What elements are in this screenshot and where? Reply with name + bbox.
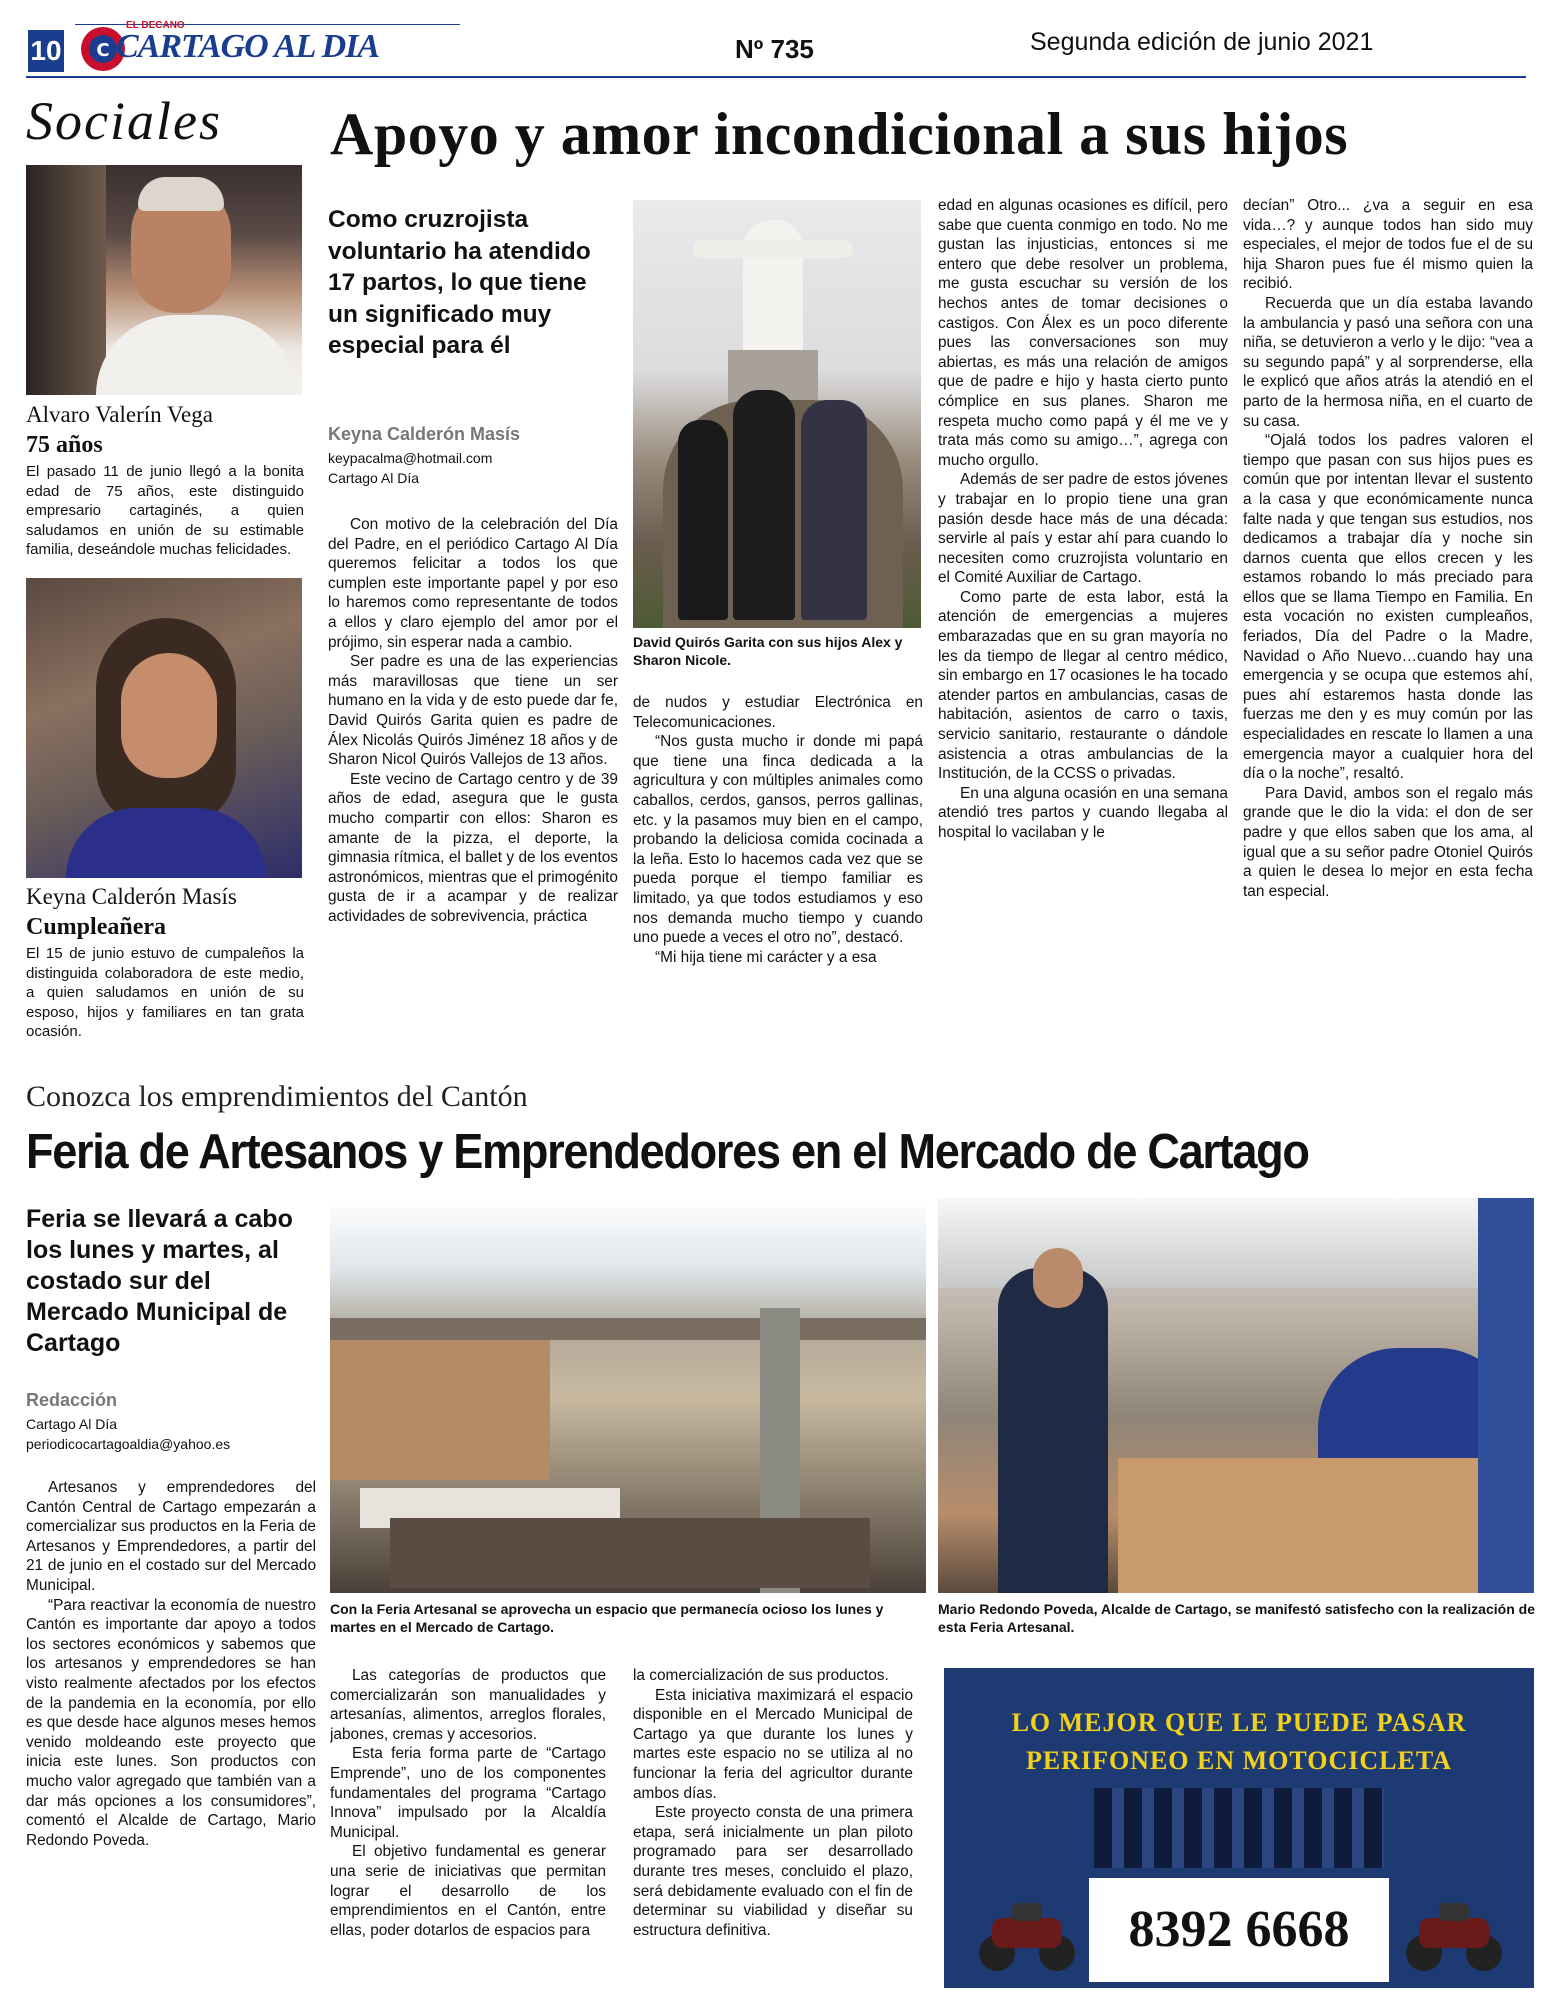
- article1-col3-para: En una alguna ocasión en una semana atendió tres partos y cuando llegaba al hospital lo vacilaban y le: [938, 784, 1228, 841]
- article2-col3-para: Esta iniciativa maximizará el espacio disponible en el Mercado Municipal de Cartago ya que durante los lunes y martes este espacio no se utiliza al no funcionar la feria del agricultor durante ambos días.: [633, 1686, 913, 1802]
- article1-author: Keyna Calderón Masís: [328, 424, 521, 444]
- photo-keyna: [26, 578, 302, 878]
- ad-line-1: LO MEJOR QUE LE PUEDE PASAR: [1011, 1708, 1467, 1737]
- motorcycle-icon: [1399, 1868, 1509, 1978]
- article2-email: periodicocartagoaldia@yahoo.es: [26, 1436, 231, 1452]
- article2-author: Redacción: [26, 1390, 118, 1410]
- page-header: [0, 0, 1550, 80]
- article2-col2: [330, 1666, 606, 1986]
- photo-mayor-visit: [938, 1198, 1534, 1593]
- social-headline-2: Cumpleañera: [26, 914, 166, 940]
- logo-small-text: EL DECANO: [126, 20, 185, 31]
- article1-outlet: Cartago Al Día: [328, 470, 420, 486]
- article2-col2-para: Esta feria forma parte de “Cartago Emprende”, uno de los componentes fundamentales del programa “Cartago Innova” impulsado por la Alcaldía Municipal.: [330, 1745, 606, 1841]
- social-text-2: El 15 de junio estuvo de cumpaleños la distinguida colaboradora de este medio, a quien saludamos en unión de su esposo, hijos y familiares en tan grata ocasión.: [26, 945, 304, 1040]
- article1-col2-para: “Nos gusta mucho ir donde mi papá que tiene una finca dedicada a la agricultura y con múltiples animales como caballos, cerdos, gansos, perros gallinas, etc. y la pasamos muy bien en el campo, probando la deliciosa comida cocinada a la leña. Esto lo hacemos cada vez que se pueda porque el tiempo familiar es limitado, ya que todos estudiamos y eso nos demanda mucho tiempo y cuando uno puede a veces el otro no”, destacó.: [633, 733, 923, 947]
- article1-col1-para: Ser padre es una de las experiencias más maravillosas que tiene un ser humano en la vida y de esto puede dar fe, David Quirós Garita quien es padre de Álex Nicolás Quirós Jiménez 18 años y de Sharon Nicol Quirós Vallejos de 13 años.: [328, 653, 618, 769]
- article1-email: keypacalma@hotmail.com: [328, 450, 493, 466]
- ad-motorcycle-right: [1399, 1868, 1509, 1978]
- article2-col2-para: Las categorías de productos que comercializarán son manualidades y artesanías, alimentos, arreglos florales, jabones, cremas y accesorios.: [330, 1667, 606, 1743]
- article1-col3-para: Como parte de esta labor, está la atención de emergencias a mujeres embarazadas que en su gran mayoría no les da tiempo de llegar al centro médico, sin embargo en 17 ocasiones le ha tocado atender partos en ambulancias, casas de habitación, asientos de carro o taxis, servicio sanitario, restaurante o dándole asistencia a otras ambulancias de la Institución, de la CCSS o privadas.: [938, 588, 1228, 783]
- article1-col2: [633, 693, 923, 1067]
- masthead-logo[interactable]: [78, 20, 380, 76]
- sociales-title: Sociales: [26, 91, 222, 151]
- ad-bars: [1094, 1788, 1384, 1868]
- article1-col4-para: decían” Otro... ¿va a seguir en esa vida…? y aunque todos han sido muy especiales, el mejor de todos fue el de su hija Sharon pues fue él mismo quien la recibió.: [1243, 197, 1533, 293]
- article2-col2-para: El objetivo fundamental es generar una serie de iniciativas que permitan lograr el desarrollo de los emprendimientos en el Cantón, entre ellas, poder dotarlos de espacios para: [330, 1843, 606, 1939]
- photo-market-hall: [330, 1198, 926, 1593]
- article1-col1-para: Este vecino de Cartago centro y de 39 años de edad, asegura que le gusta mucho compartir con ellos: Sharon es amante de la pizza, el deporte, la gimnasia rítmica, el ballet y de los eventos astronómicos, mientras que el primogénito gusta de ir a acampar y de realizar actividades de sobrevivencia, práctica: [328, 770, 618, 925]
- article1-col4-para: Recuerda que un día estaba lavando la ambulancia y pasó una señora con una niña, se detuvieron a verlo y le dijo: “vea a su segundo papá” y al sorprenderse, ella le explicó que años atrás la atendió en el parto de la hermosa niña, en el cuarto de su casa.: [1243, 294, 1533, 430]
- logo-name: CARTAGO AL DIA: [116, 28, 380, 65]
- article1-col3: [938, 196, 1228, 1068]
- ad-line-2: PERIFONEO EN MOTOCICLETA: [1025, 1746, 1453, 1775]
- social-text-1: El pasado 11 de junio llegó a la bonita edad de 75 años, este distinguido empresario cartaginés, a quien saludamos en unión de su estimable familia, deseándole muchas felicidades.: [26, 463, 304, 558]
- article2-outlet: Cartago Al Día: [26, 1416, 118, 1432]
- svg-text:C: C: [96, 40, 110, 61]
- ad-phone[interactable]: 8392 6668: [1128, 1901, 1350, 1958]
- header-bottom-rule: [26, 76, 1526, 78]
- article2-subtitle: Feria se llevará a cabo los lunes y martes, al costado sur del Mercado Municipal de Cartago: [26, 1205, 293, 1357]
- article1-col2-para: “Mi hija tiene mi carácter y a esa: [655, 948, 877, 966]
- photo-alvaro: [26, 165, 302, 395]
- article1-col4-para: “Ojalá todos los padres valoren el tiempo que pasan con sus hijos pues es común que por intentan llevar el sustento a la casa y que económicamente nunca falte nada y que tengan sus estudios, nos dedicamos a trabajar día y noche sin darnos cuenta que ellos crecen y les estamos robando lo más preciado para ellos que se llama Tiempo en Familia. En esta vocación no existen cumpleaños, feriados, Día del Padre o la Madre, Navidad o Año Nuevo…cuando hay una emergencia y se ocupa que estemos ahí, pues ahí estaremos hasta donde las fuerzas me den y es muy común por las especialidades en rescate lo llamen a una emergencia mayor a cualquier hora del día o la noche”, resaltó.: [1243, 432, 1533, 783]
- article1-subtitle: Como cruzrojista voluntario ha atendido 17 partos, lo que tiene un significado muy especial para él: [328, 206, 591, 359]
- article2-title: Feria de Artesanos y Emprendedores en el Mercado de Cartago: [26, 1125, 1309, 1179]
- social-name-2: Keyna Calderón Masís: [26, 884, 237, 909]
- article2-kicker: Conozca los emprendimientos del Cantón: [26, 1080, 528, 1113]
- article1-col2-para: de nudos y estudiar Electrónica en Telecomunicaciones.: [633, 694, 923, 731]
- article1-col4-para: Para David, ambos son el regalo más grande que le dio la vida: el don de ser padre y que ellos saben que los ama, al igual que a su señor padre Otoniel Quirós a quien le desea lo mejor en esta fecha tan especial.: [1243, 784, 1533, 900]
- issue-number: Nº 735: [735, 34, 814, 64]
- photo-family-statue: [633, 200, 921, 628]
- article1-title: Apoyo y amor incondicional a sus hijos: [330, 101, 1349, 167]
- edition-date: Segunda edición de junio 2021: [1030, 28, 1374, 56]
- ad-motorcycle-left: [972, 1868, 1082, 1978]
- article1-col1-para: Con motivo de la celebración del Día del Padre, en el periódico Cartago Al Día queremos felicitar a todos los que cumplen este importante papel y por eso lo haremos como representante de todos a ellos y claro ejemplo del amor por el prójimo, sin esperar nada a cambio.: [328, 516, 618, 651]
- article2-caption-2: Mario Redondo Poveda, Alcalde de Cartago, se manifestó satisfecho con la realización de esta Feria Artesanal.: [938, 1601, 1535, 1635]
- article2-col1-para: Artesanos y emprendedores del Cantón Central de Cartago empezarán a comercializar sus productos en la Feria de Artesanos y Emprendedores, a partir del 21 de junio en el costado sur del Mercado Municipal.: [26, 1479, 316, 1594]
- social-headline-1: 75 años: [26, 432, 103, 458]
- article2-col3: [633, 1666, 913, 1986]
- ad-phone-box: [1089, 1878, 1389, 1982]
- advertisement[interactable]: [944, 1668, 1534, 1988]
- motorcycle-icon: [972, 1868, 1082, 1978]
- article1-col4: [1243, 196, 1533, 1068]
- article2-caption-1: Con la Feria Artesanal se aprovecha un espacio que permanecía ocioso los lunes y martes en el Mercado de Cartago.: [330, 1601, 884, 1635]
- article1-photo-caption: David Quirós Garita con sus hijos Alex y Sharon Nicole.: [633, 634, 903, 668]
- page-number: 10: [28, 30, 64, 72]
- article1-col3-para: Además de ser padre de estos jóvenes y trabajar en lo propio tiene una gran pasión desde hace más de una década: servirle al país y estar ahí para cuando lo necesiten como cruzrojista voluntario en el Comité Auxiliar de Cartago.: [938, 471, 1228, 587]
- social-name-1: Alvaro Valerín Vega: [26, 402, 213, 427]
- article2-col3-para: Este proyecto consta de una primera etapa, será inicialmente un plan piloto programado para ser desarrollado durante tres meses, concluido el plazo, será debidamente evaluado con el fin de determinar su viabilidad y diseñar su estructura definitiva.: [633, 1804, 913, 1939]
- article1-col1: [328, 515, 618, 1067]
- article1-col3-para: edad en algunas ocasiones es difícil, pero sabe que cuenta conmigo en todo. No me gustan las injusticias, entonces si me entero que debe resolver un problema, me gusta escuchar su versión de los hechos antes de tomar decisiones o castigos. Con Álex es un poco diferente pues las conversaciones son muy abiertas, es más una relación de amigos que de padre e hijo y hasta cierto punto cómplice en sus planes. Sharon me respeta mucho como papá y él me ve y trata más como su amigo…”, agrega con mucho orgullo.: [938, 197, 1228, 469]
- article2-col3-para: la comercialización de sus productos.: [633, 1667, 889, 1684]
- article2-col1: [26, 1478, 316, 1978]
- article2-col1-para: “Para reactivar la economía de nuestro Cantón es importante dar apoyo a todos los sectores económicos y sabemos que los artesanos y emprendedores se han visto realmente afectados por los efectos de la pandemia en la economía, por ello es que desde hace algunos meses hemos venido moldeando este proyecto que inicia este lunes. Son productos con mucho valor agregado que también van a dar más opciones a los consumidores”, comentó el Alcalde de Cartago, Mario Redondo Poveda.: [26, 1596, 316, 1849]
